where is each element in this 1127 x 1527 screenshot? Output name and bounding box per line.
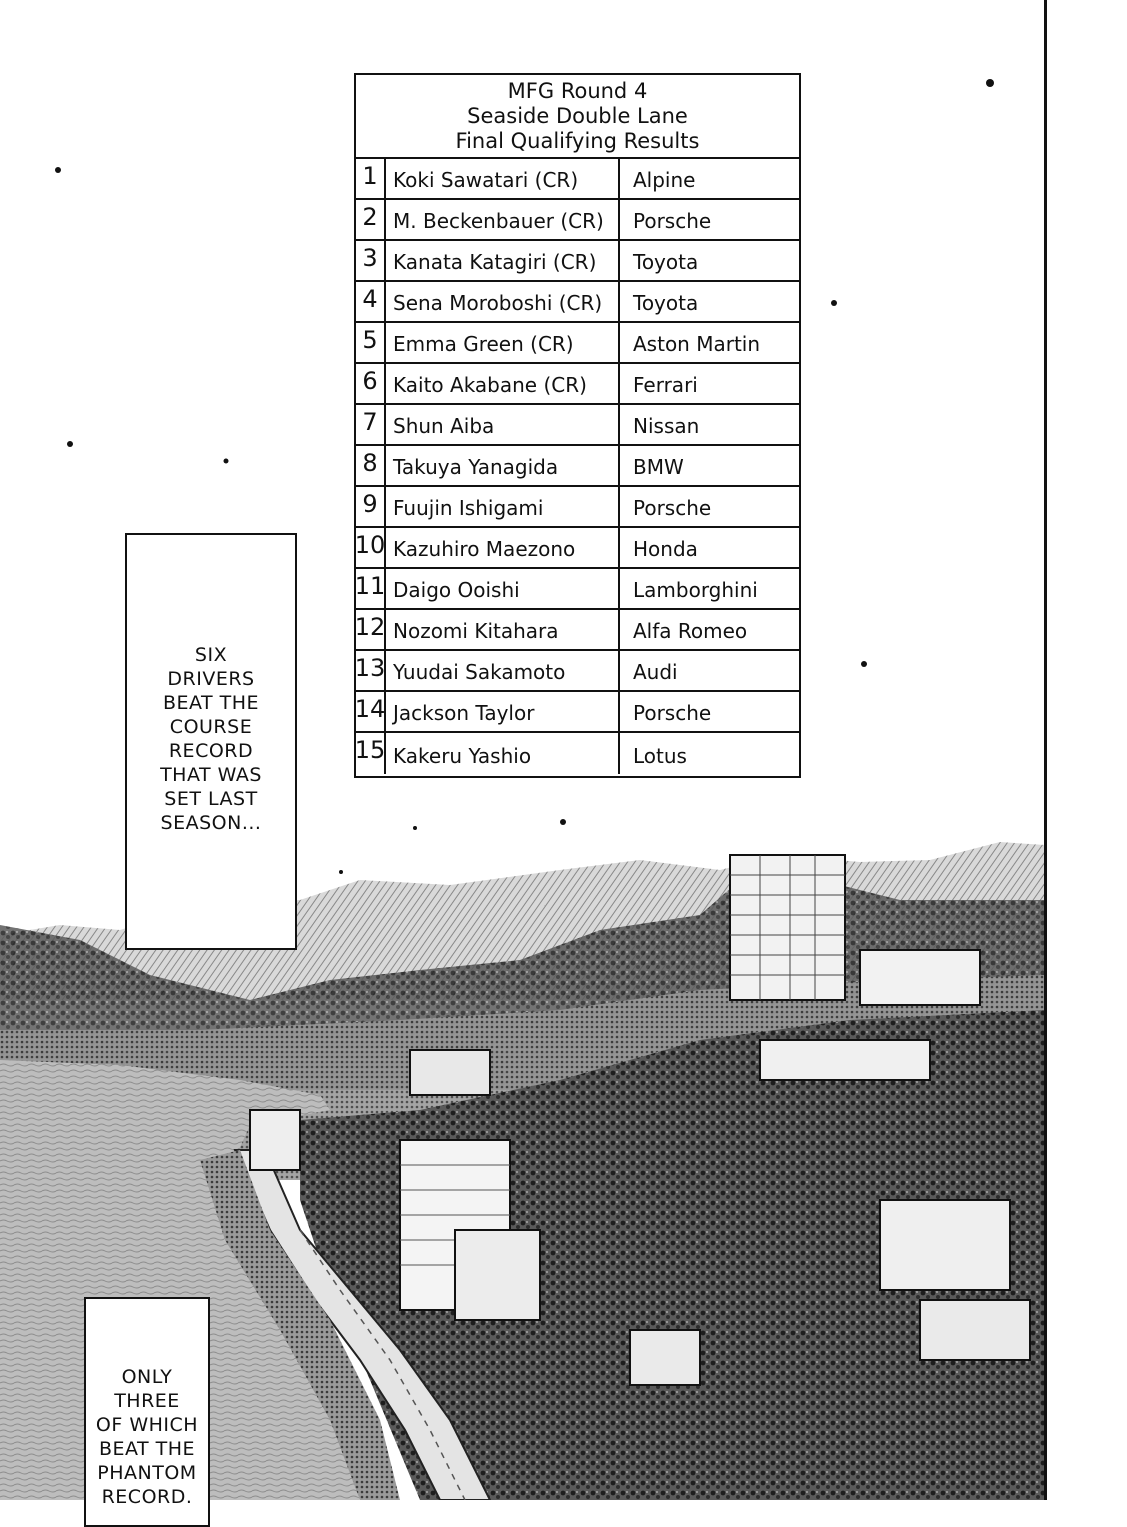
table-row — [356, 610, 799, 651]
position-cell: 7 — [356, 405, 386, 444]
caption-line: PHANTOM — [97, 1462, 197, 1484]
qualifying-results-table — [354, 73, 801, 778]
manufacturer-cell: BMW — [633, 455, 684, 479]
caption-line: SEASON... — [160, 812, 262, 834]
caption-line: DRIVERS — [167, 668, 255, 690]
manufacturer-cell: Ferrari — [633, 373, 698, 397]
manufacturer-cell: Alpine — [633, 168, 696, 192]
driver-cell: Kaito Akabane (CR) — [386, 364, 620, 403]
position-cell: 6 — [356, 364, 386, 403]
table-row — [356, 569, 799, 610]
caption-line: BEAT THE — [162, 692, 260, 714]
driver-cell: Kanata Katagiri (CR) — [386, 241, 620, 280]
table-title — [356, 75, 799, 159]
caption-line: THAT WAS — [160, 764, 262, 786]
manufacturer-cell: Audi — [633, 660, 678, 684]
caption-line: SIX — [194, 644, 228, 666]
driver-cell: Yuudai Sakamoto — [386, 651, 620, 690]
results-rows — [356, 159, 799, 774]
table-row — [356, 282, 799, 323]
position-cell: 10 — [356, 528, 386, 567]
title-line-2: Seaside Double Lane — [467, 103, 688, 128]
table-row — [356, 651, 799, 692]
driver-cell: Sena Moroboshi (CR) — [386, 282, 620, 321]
position-cell: 2 — [356, 200, 386, 239]
table-row — [356, 692, 799, 733]
driver-cell: Fuujin Ishigami — [386, 487, 620, 526]
driver-cell: Koki Sawatari (CR) — [386, 159, 620, 198]
position-cell: 12 — [356, 610, 386, 649]
table-row — [356, 405, 799, 446]
caption-line: ONLY — [121, 1366, 173, 1388]
table-row — [356, 323, 799, 364]
caption-line: OF WHICH — [95, 1414, 199, 1436]
narration-text — [86, 1365, 208, 1509]
position-cell: 11 — [356, 569, 386, 608]
table-row — [356, 487, 799, 528]
manufacturer-cell: Honda — [633, 537, 698, 561]
driver-cell: Kakeru Yashio — [386, 733, 620, 774]
manufacturer-cell: Lamborghini — [633, 578, 758, 602]
manufacturer-cell: Porsche — [633, 209, 712, 233]
position-cell: 9 — [356, 487, 386, 526]
manufacturer-cell: Nissan — [633, 414, 700, 438]
position-cell: 1 — [356, 159, 386, 198]
title-line-3: Final Qualifying Results — [455, 128, 700, 153]
table-row — [356, 528, 799, 569]
driver-cell: Shun Aiba — [386, 405, 620, 444]
manufacturer-cell: Porsche — [633, 496, 712, 520]
manufacturer-cell: Lotus — [633, 744, 687, 768]
table-row — [356, 446, 799, 487]
caption-line: BEAT THE — [98, 1438, 196, 1460]
driver-cell: Daigo Ooishi — [386, 569, 620, 608]
position-cell: 13 — [356, 651, 386, 690]
title-line-1: MFG Round 4 — [507, 78, 648, 103]
caption-line: RECORD. — [101, 1486, 193, 1508]
caption-line: SET LAST — [164, 788, 258, 810]
narration-box-only-three — [84, 1297, 210, 1527]
caption-line: COURSE — [169, 716, 253, 738]
narration-box-six-drivers — [125, 533, 297, 950]
position-cell: 5 — [356, 323, 386, 362]
narration-text — [127, 643, 295, 835]
position-cell: 15 — [356, 733, 386, 774]
driver-cell: Kazuhiro Maezono — [386, 528, 620, 567]
position-cell: 4 — [356, 282, 386, 321]
table-row — [356, 200, 799, 241]
caption-line: THREE — [114, 1390, 180, 1412]
driver-cell: Jackson Taylor — [386, 692, 620, 731]
manufacturer-cell: Porsche — [633, 701, 712, 725]
panel-right-border — [1044, 0, 1047, 1500]
table-row — [356, 241, 799, 282]
manufacturer-cell: Toyota — [633, 291, 699, 315]
manufacturer-cell: Toyota — [633, 250, 699, 274]
table-row — [356, 159, 799, 200]
table-row — [356, 364, 799, 405]
driver-cell: Emma Green (CR) — [386, 323, 620, 362]
position-cell: 14 — [356, 692, 386, 731]
position-cell: 3 — [356, 241, 386, 280]
manufacturer-cell: Aston Martin — [633, 332, 761, 356]
caption-line: RECORD — [168, 740, 254, 762]
driver-cell: Nozomi Kitahara — [386, 610, 620, 649]
table-row — [356, 733, 799, 774]
position-cell: 8 — [356, 446, 386, 485]
driver-cell: Takuya Yanagida — [386, 446, 620, 485]
manufacturer-cell: Alfa Romeo — [633, 619, 748, 643]
driver-cell: M. Beckenbauer (CR) — [386, 200, 620, 239]
